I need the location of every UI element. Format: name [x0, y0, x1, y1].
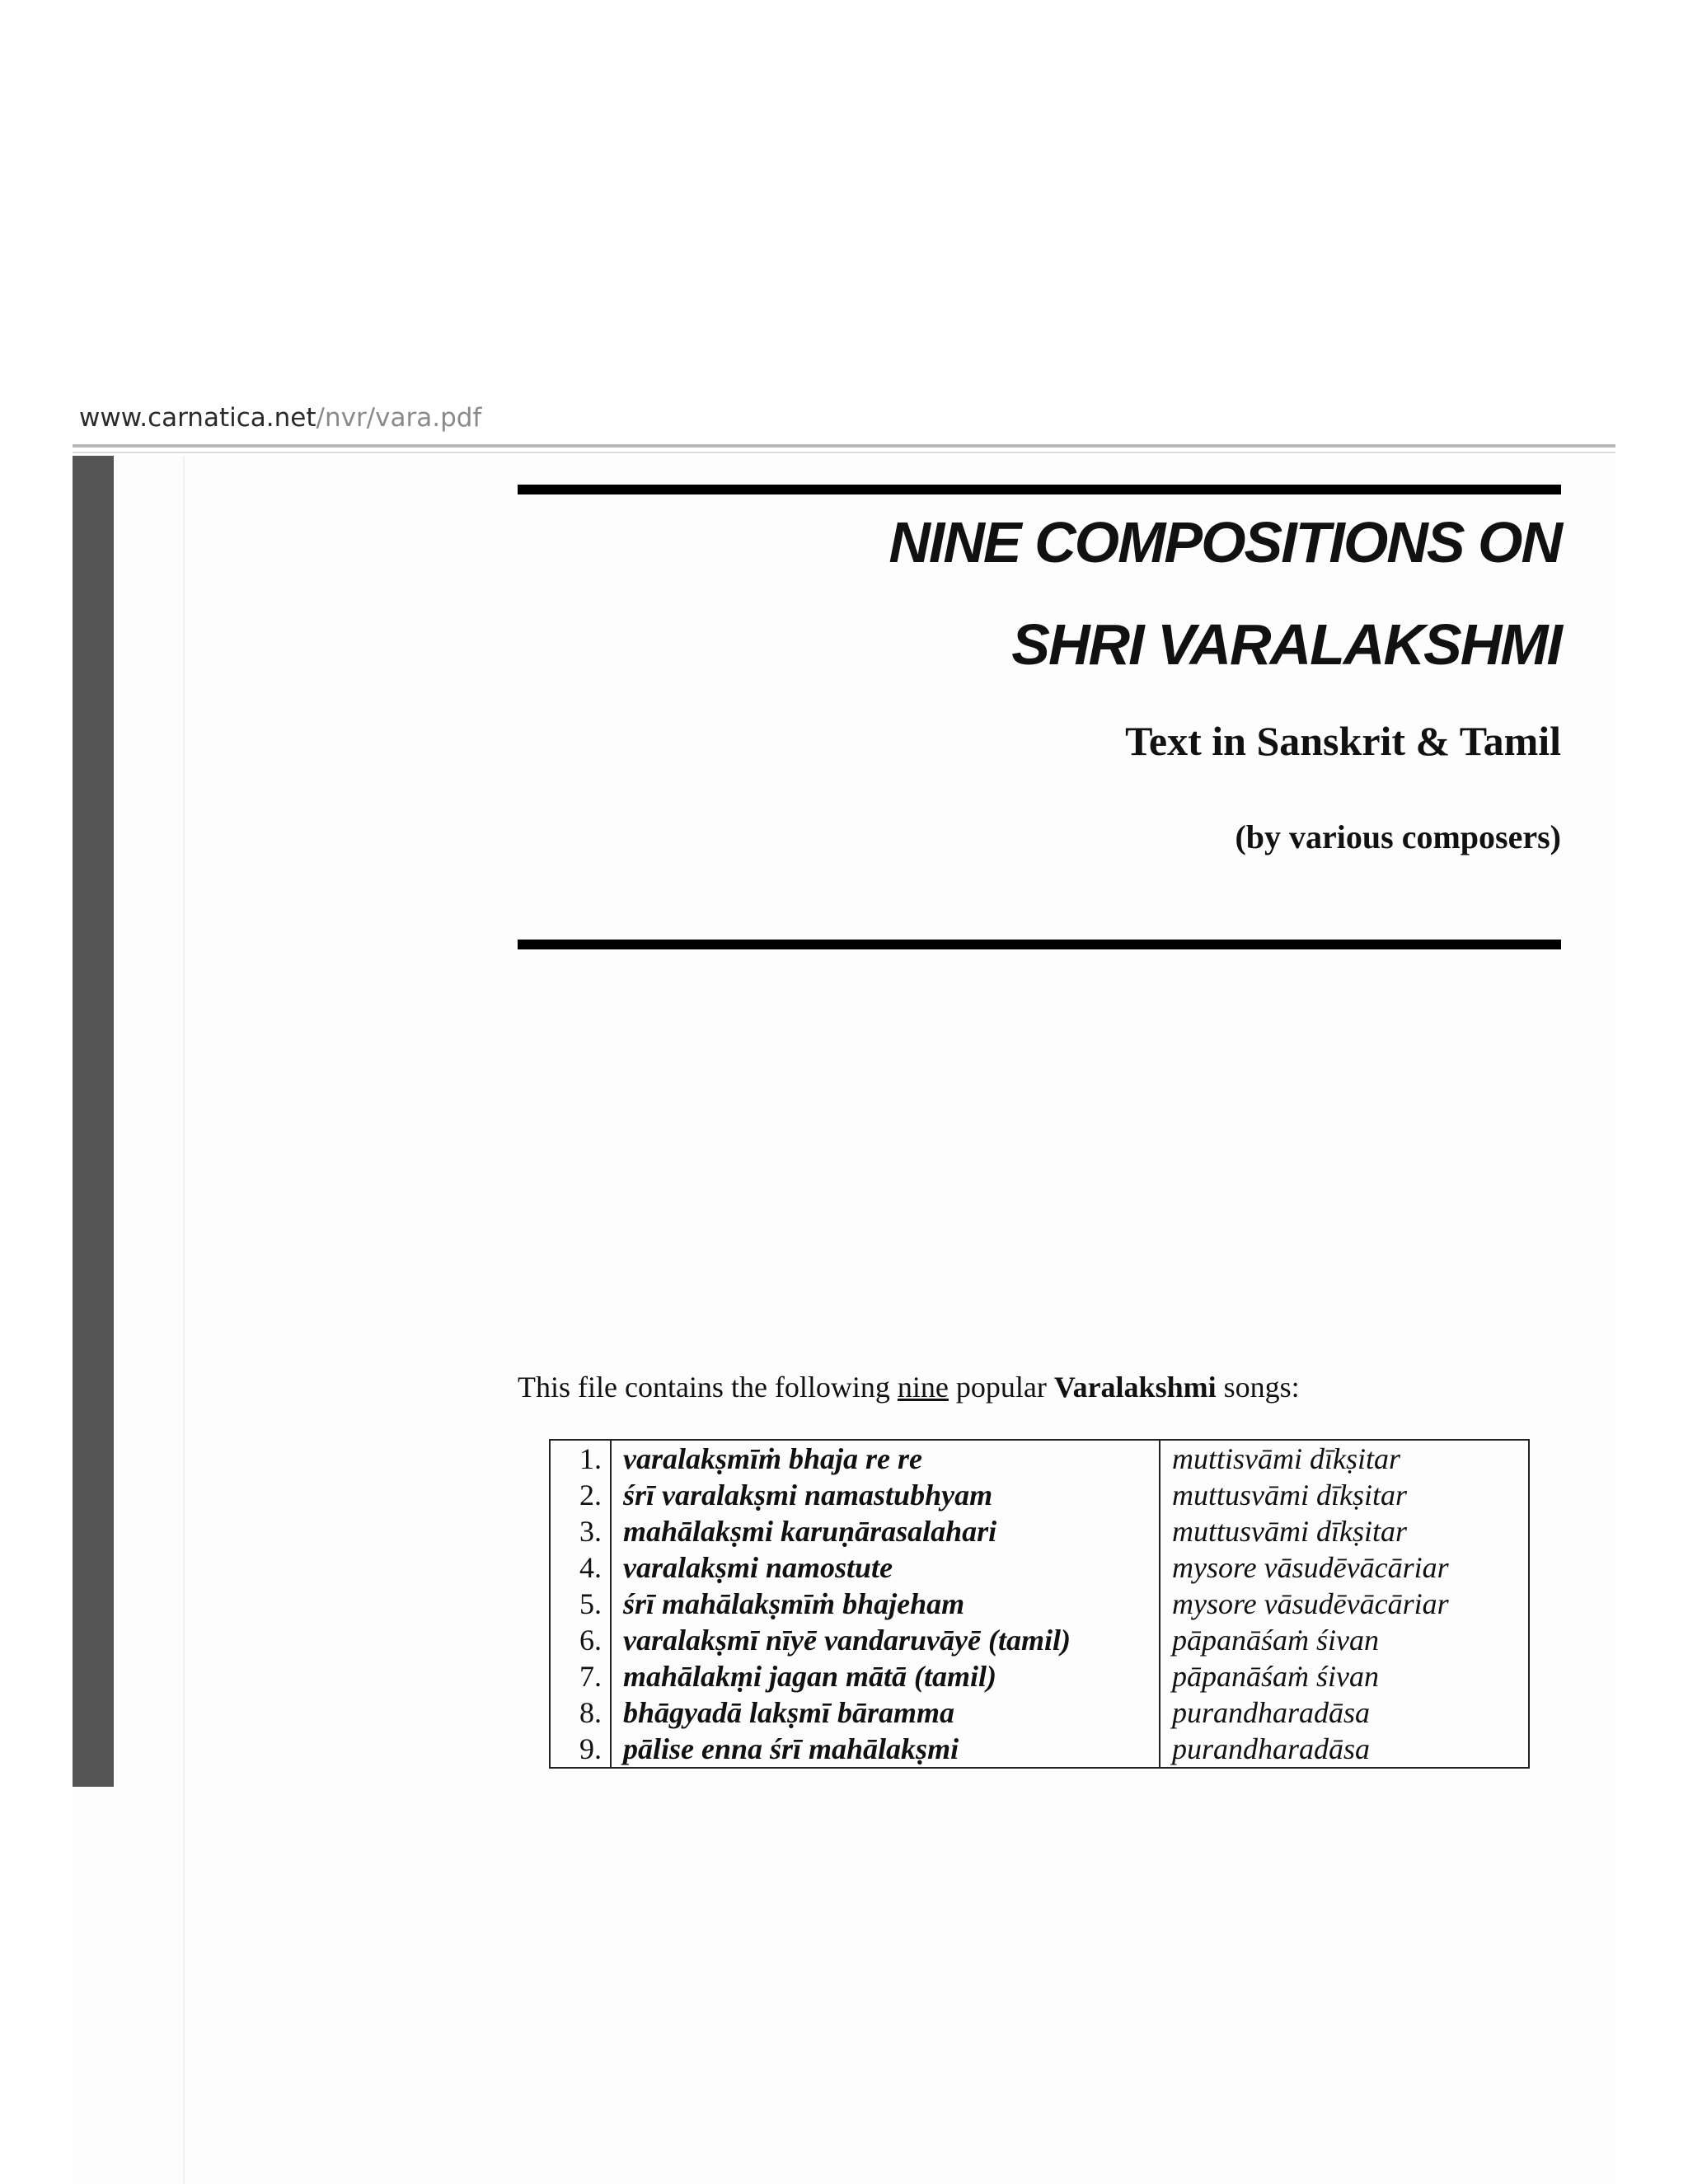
- intro-text-after: songs:: [1216, 1371, 1300, 1404]
- table-row: [550, 1477, 1529, 1513]
- song-composer: mysore vāsudēvācāriar: [1172, 1587, 1449, 1620]
- table-row: [550, 1731, 1529, 1768]
- song-number: 3.: [550, 1513, 611, 1549]
- url-bar[interactable]: [79, 399, 481, 437]
- song-number: 4.: [550, 1549, 611, 1586]
- song-title: mahālakṣmi karuṇārasalahari: [611, 1513, 1160, 1549]
- song-composer: pāpanāśaṁ śivan: [1172, 1624, 1379, 1657]
- intro-sentence: [518, 1370, 1300, 1404]
- song-number: 8.: [550, 1694, 611, 1731]
- song-composer: purandharadāsa: [1172, 1696, 1371, 1729]
- song-title: pālise enna śrī mahālakṣmi: [611, 1731, 1160, 1768]
- song-number: 1.: [550, 1440, 611, 1477]
- song-composer: purandharadāsa: [1172, 1732, 1371, 1765]
- table-row: [550, 1694, 1529, 1731]
- table-row: [550, 1549, 1529, 1586]
- song-composer: muttusvāmi dīkṣitar: [1172, 1515, 1407, 1548]
- table-row: [550, 1440, 1529, 1477]
- song-title: varalakṣmi namostute: [611, 1549, 1160, 1586]
- song-composer: muttisvāmi dīkṣitar: [1172, 1442, 1400, 1475]
- song-number: 9.: [550, 1731, 611, 1768]
- song-title: śrī varalakṣmi namastubhyam: [611, 1477, 1160, 1513]
- song-title: bhāgyadā lakṣmī bāramma: [611, 1694, 1160, 1731]
- viewer-sidebar[interactable]: [73, 456, 114, 1787]
- song-number: 6.: [550, 1622, 611, 1658]
- song-title: śrī mahālakṣmīṁ bhajeham: [611, 1586, 1160, 1622]
- table-row: [550, 1658, 1529, 1694]
- title-rule-top: [518, 485, 1561, 494]
- url-bar-divider: [73, 444, 1615, 448]
- table-row: [550, 1586, 1529, 1622]
- songs-table: [549, 1439, 1530, 1769]
- intro-text-bold: Varalakshmi: [1053, 1371, 1217, 1404]
- document-title-line-1: NINE COMPOSITIONS ON: [889, 510, 1561, 574]
- song-number: 5.: [550, 1586, 611, 1622]
- table-row: [550, 1622, 1529, 1658]
- song-title: varalakṣmīṁ bhaja re re: [611, 1440, 1160, 1477]
- intro-text-before: This file contains the following: [518, 1371, 898, 1404]
- page-edge: [183, 456, 185, 2184]
- song-composer: mysore vāsudēvācāriar: [1172, 1551, 1449, 1584]
- song-title: varalakṣmī nīyē vandaruvāyē (tamil): [611, 1622, 1160, 1658]
- song-number: 2.: [550, 1477, 611, 1513]
- url-domain: www.carnatica.net: [79, 403, 316, 433]
- table-row: [550, 1513, 1529, 1549]
- title-rule-bottom: [518, 940, 1561, 949]
- songs-table-body: [550, 1440, 1529, 1768]
- pdf-viewer: [73, 456, 1615, 2184]
- url-path: /nvr/vara.pdf: [316, 403, 482, 433]
- intro-text-middle: popular: [948, 1371, 1054, 1404]
- document-subtitle: Text in Sanskrit & Tamil: [1125, 718, 1561, 764]
- url-bar-divider-shadow: [73, 452, 1615, 453]
- document-byline: (by various composers): [1235, 818, 1561, 855]
- song-title: mahālakṃi jagan mātā (tamil): [611, 1658, 1160, 1694]
- song-composer: muttusvāmi dīkṣitar: [1172, 1479, 1407, 1511]
- document-title-line-2: SHRI VARALAKSHMI: [1011, 612, 1561, 677]
- song-number: 7.: [550, 1658, 611, 1694]
- song-composer: pāpanāśaṁ śivan: [1172, 1660, 1379, 1693]
- intro-text-underlined: nine: [897, 1371, 949, 1404]
